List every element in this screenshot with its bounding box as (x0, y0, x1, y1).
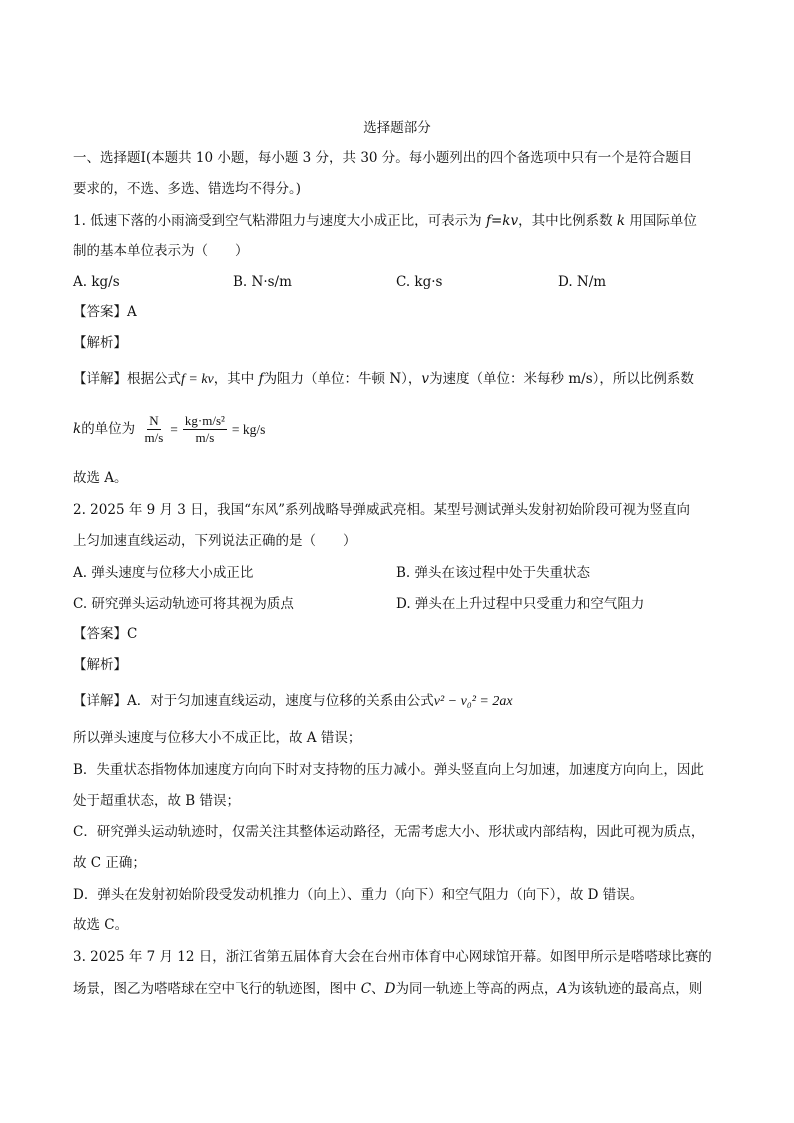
q2-detail-a1: 【详解】A．对于匀加速直线运动，速度与位移的关系由公式v² − v₀² = 2ax (73, 693, 513, 709)
part-header-line1: 一、选择题Ⅰ(本题共 10 小题，每小题 3 分，共 30 分。每小题列出的四个备选项中只有一个是符合题目 (73, 150, 693, 166)
q2-detail-b2: 处于超重状态，故 B 错误； (73, 793, 241, 809)
section-title: 选择题部分 (363, 120, 431, 136)
q2-answer: 【答案】C (73, 626, 138, 642)
q1-conclusion: 故选 A。 (73, 470, 128, 486)
q2-detail-c2: 故 C 正确； (73, 855, 146, 871)
q1-detail-line1: 【详解】根据公式f = kv，其中 f为阻力（单位：牛顿 N），v为速度（单位：米每秒 m/s），所以比例系数 (73, 371, 694, 387)
q1-option-c: C. kg·s (396, 274, 443, 290)
q2-conclusion: 故选 C。 (73, 917, 129, 933)
q1-fraction-1: $\frac{N}{m/s}$ (144, 413, 164, 445)
q2-option-d: D. 弹头在上升过程中只受重力和空气阻力 (396, 596, 645, 612)
q1-stem-line2: 制的基本单位表示为（ ） (73, 243, 249, 259)
q2-detail-d: D．弹头在发射初始阶段受发动机推力（向上）、重力（向下）和空气阻力（向下），故 D 错误。 (73, 887, 644, 903)
q1-formula: f = kv (181, 372, 214, 387)
q1-answer: 【答案】A (73, 304, 137, 320)
q1-unit-line: k的单位为 $\frac{N}{m/s}$ = $\frac{\text{kg·m/s²}}{m/s}$ = kg/s (73, 413, 266, 445)
q1-analysis-label: 【解析】 (73, 335, 127, 351)
part-header-line2: 要求的，不选、多选、错选均不得分。) (73, 181, 302, 197)
q2-option-a: A. 弹头速度与位移大小成正比 (73, 565, 254, 581)
q2-detail-c1: C．研究弹头运动轨迹时，仅需关注其整体运动路径，无需考虑大小、形状或内部结构，因此可视为质点， (73, 824, 705, 840)
q1-option-d: D. N/m (558, 274, 607, 290)
q3-stem-line1: 3. 2025 年 7 月 12 日，浙江省第五届体育大会在台州市体育中心网球馆开幕。如图甲所示是嗒嗒球比赛的 (73, 949, 712, 965)
q1-stem-line1: 1. 低速下落的小雨滴受到空气粘滞阻力与速度大小成正比，可表示为 f=kv，其中比例系数 k 用国际单位 (73, 213, 697, 229)
q2-detail-a2: 所以弹头速度与位移大小不成正比，故 A 错误； (73, 730, 362, 746)
q1-option-a: A. kg/s (73, 274, 120, 290)
q2-formula: v² − v₀² = 2ax (433, 694, 513, 709)
q2-analysis-label: 【解析】 (73, 657, 127, 673)
q2-detail-b1: B．失重状态指物体加速度方向向下时对支持物的压力减小。弹头竖直向上匀加速，加速度方向向上，因此 (73, 762, 704, 778)
q2-option-c: C. 研究弹头运动轨迹可将其视为质点 (73, 596, 294, 612)
q2-stem-line2: 上匀加速直线运动，下列说法正确的是（ ） (73, 533, 357, 549)
q2-option-b: B. 弹头在该过程中处于失重状态 (396, 565, 591, 581)
q1-fraction-2: $\frac{\text{kg·m/s²}}{m/s}$ (184, 413, 225, 445)
q1-option-b: B. N·s/m (233, 274, 292, 290)
q3-stem-line2: 场景，图乙为嗒嗒球在空中飞行的轨迹图，图中 C、D为同一轨迹上等高的两点，A为该轨迹的最高点，则 (73, 981, 703, 997)
q2-stem-line1: 2. 2025 年 9 月 3 日，我国“东风”系列战略导弹威武亮相。某型号测试弹头发射初始阶段可视为竖直向 (73, 502, 690, 518)
